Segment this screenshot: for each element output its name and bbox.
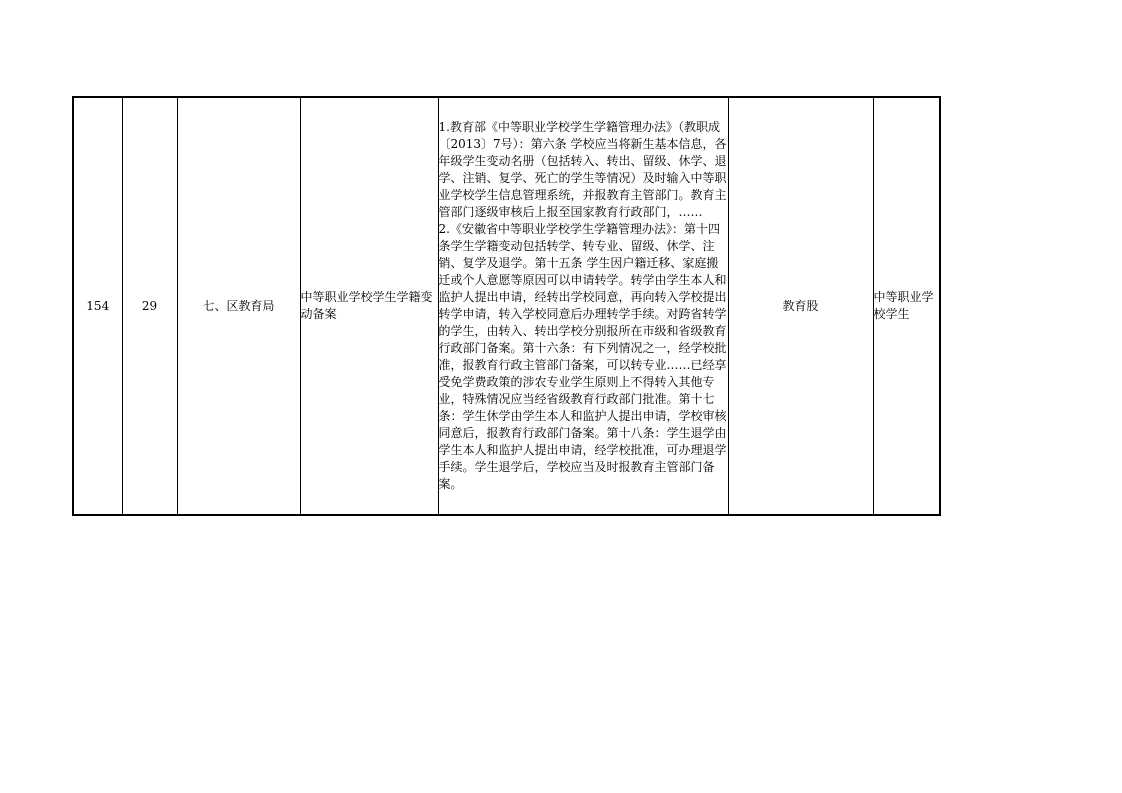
office-cell[interactable]: 教育股 <box>728 97 873 515</box>
legal-basis-cell[interactable] <box>438 97 728 515</box>
seq-cell[interactable]: 154 <box>73 97 122 515</box>
department-cell[interactable]: 七、区教育局 <box>177 97 300 515</box>
record-table <box>72 96 941 516</box>
basis-line-1: 1.教育部《中等职业学校学生学籍管理办法》（教职成〔2013〕7号）：第六条 学校应当将新生基本信息，各年级学生变动名册（包括转入、转出、留级、休学、退学、注销、复学、死亡的学生等情况）及时输入中等职业学校学生信息管理系统，并报教育主管部门。教育主管部门逐级审核后上报至国家教育行政部门，…… <box>438 120 727 219</box>
sub-seq-cell[interactable]: 29 <box>122 97 177 515</box>
table-row <box>73 97 940 515</box>
target-cell[interactable]: 中等职业学校学生 <box>873 97 940 515</box>
item-name-cell[interactable]: 中等职业学校学生学籍变动备案 <box>300 97 438 515</box>
basis-line-2: 2.《安徽省中等职业学校学生学籍管理办法》：第十四条学生学籍变动包括转学、转专业、留级、休学、注销、复学及退学。第十五条 学生因户籍迁移、家庭搬迁或个人意愿等原因可以申请转学。转学由学生本人和监护人提出申请，经转出学校同意，再向转入学校提出转学申请，转入学校同意后办理转学手续。对跨省转学的学生，由转入、转出学校分别报所在市级和省级教育行政部门备案。第十六条：有下列情况之一，经学校批准，报教育行政主管部门备案，可以转专业……已经享受免学费政策的涉农专业学生原则上不得转入其他专业，特殊情况应当经省级教育行政部门批准。第十七条：学生休学由学生本人和监护人提出申请，学校审核同意后，报教育行政部门备案。第十八条：学生退学由学生本人和监护人提出申请，经学校批准，可办理退学手续。学生退学后，学校应当及时报教育主管部门备案。 <box>438 222 727 491</box>
